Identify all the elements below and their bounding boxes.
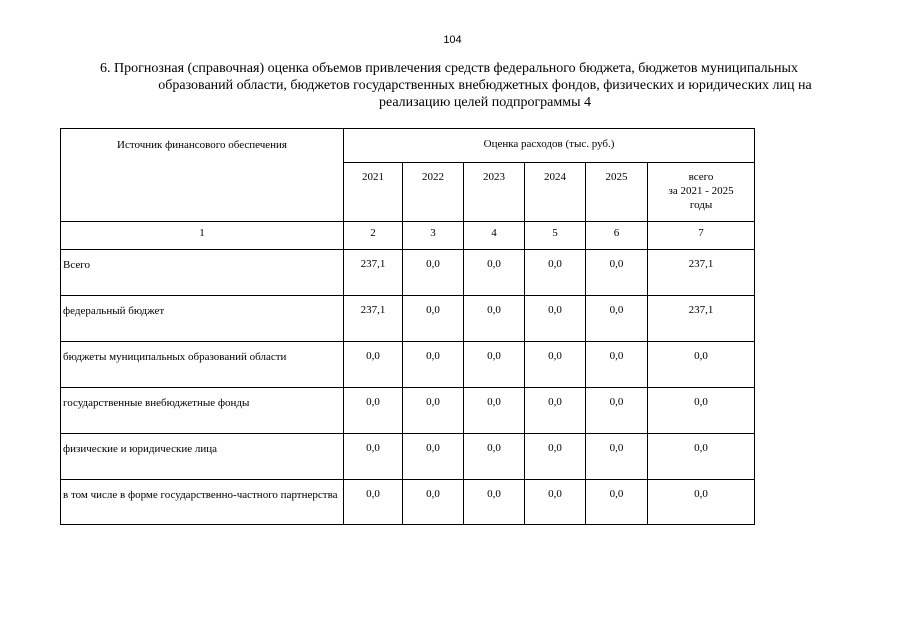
cell-total: 237,1 — [648, 250, 755, 296]
section-heading — [100, 60, 870, 111]
cell-2022: 0,0 — [403, 342, 464, 388]
column-number: 5 — [525, 222, 586, 250]
table-row-individuals-legal-entities — [61, 434, 755, 480]
row-label: в том числе в форме государственно-частного партнерства — [61, 480, 344, 525]
cell-total: 0,0 — [648, 480, 755, 525]
header-expense-estimate: Оценка расходов (тыс. руб.) — [344, 129, 755, 163]
cell-2024: 0,0 — [525, 342, 586, 388]
header-year-2022: 2022 — [403, 162, 464, 221]
table-row-total — [61, 250, 755, 296]
cell-2021: 0,0 — [344, 388, 403, 434]
cell-2024: 0,0 — [525, 250, 586, 296]
heading-line-2: образований области, бюджетов государственных внебюджетных фондов, физических и юридических лиц на — [158, 78, 812, 93]
heading-line-3: реализацию целей подпрограммы 4 — [378, 95, 592, 110]
header-total — [648, 162, 755, 221]
column-number: 2 — [344, 222, 403, 250]
financing-table — [60, 128, 755, 525]
cell-total: 237,1 — [648, 296, 755, 342]
cell-2021: 0,0 — [344, 480, 403, 525]
column-number: 4 — [464, 222, 525, 250]
column-number: 6 — [586, 222, 648, 250]
cell-2023: 0,0 — [464, 388, 525, 434]
table-row-public-private-partnership — [61, 480, 755, 525]
cell-2025: 0,0 — [586, 388, 648, 434]
cell-2022: 0,0 — [403, 388, 464, 434]
row-label: федеральный бюджет — [61, 296, 344, 342]
row-label: государственные внебюджетные фонды — [61, 388, 344, 434]
cell-2023: 0,0 — [464, 434, 525, 480]
cell-2025: 0,0 — [586, 434, 648, 480]
cell-2024: 0,0 — [525, 434, 586, 480]
column-number: 3 — [403, 222, 464, 250]
cell-2024: 0,0 — [525, 388, 586, 434]
cell-2023: 0,0 — [464, 480, 525, 525]
page-number: 104 — [443, 34, 462, 46]
cell-2025: 0,0 — [586, 342, 648, 388]
cell-2021: 0,0 — [344, 342, 403, 388]
row-label: физические и юридические лица — [61, 434, 344, 480]
column-number-row — [61, 222, 755, 250]
header-year-2024: 2024 — [525, 162, 586, 221]
cell-2023: 0,0 — [464, 250, 525, 296]
cell-2022: 0,0 — [403, 434, 464, 480]
cell-2024: 0,0 — [525, 480, 586, 525]
cell-2022: 0,0 — [403, 480, 464, 525]
table-row-federal-budget — [61, 296, 755, 342]
row-label: Всего — [61, 250, 344, 296]
cell-2024: 0,0 — [525, 296, 586, 342]
table-row-municipal-budgets — [61, 342, 755, 388]
cell-2023: 0,0 — [464, 296, 525, 342]
cell-total: 0,0 — [648, 342, 755, 388]
cell-2022: 0,0 — [403, 250, 464, 296]
cell-total: 0,0 — [648, 388, 755, 434]
table-row-extrabudgetary-funds — [61, 388, 755, 434]
cell-total: 0,0 — [648, 434, 755, 480]
heading-line-1: 6. Прогнозная (справочная) оценка объемов привлечения средств федерального бюджета, бюджетов муниципальных — [100, 61, 798, 76]
column-number: 1 — [61, 222, 344, 250]
header-total-line-2: за 2021 - 2025 — [668, 184, 734, 197]
cell-2025: 0,0 — [586, 480, 648, 525]
cell-2025: 0,0 — [586, 250, 648, 296]
row-label: бюджеты муниципальных образований области — [61, 342, 344, 388]
cell-2021: 0,0 — [344, 434, 403, 480]
header-year-2023: 2023 — [464, 162, 525, 221]
header-year-2025: 2025 — [586, 162, 648, 221]
column-number: 7 — [648, 222, 755, 250]
header-year-2021: 2021 — [344, 162, 403, 221]
cell-2021: 237,1 — [344, 250, 403, 296]
header-total-line-3: годы — [689, 198, 713, 211]
header-total-line-1: всего — [688, 170, 714, 183]
header-source: Источник финансового обеспечения — [61, 129, 344, 222]
cell-2022: 0,0 — [403, 296, 464, 342]
cell-2023: 0,0 — [464, 342, 525, 388]
cell-2025: 0,0 — [586, 296, 648, 342]
cell-2021: 237,1 — [344, 296, 403, 342]
